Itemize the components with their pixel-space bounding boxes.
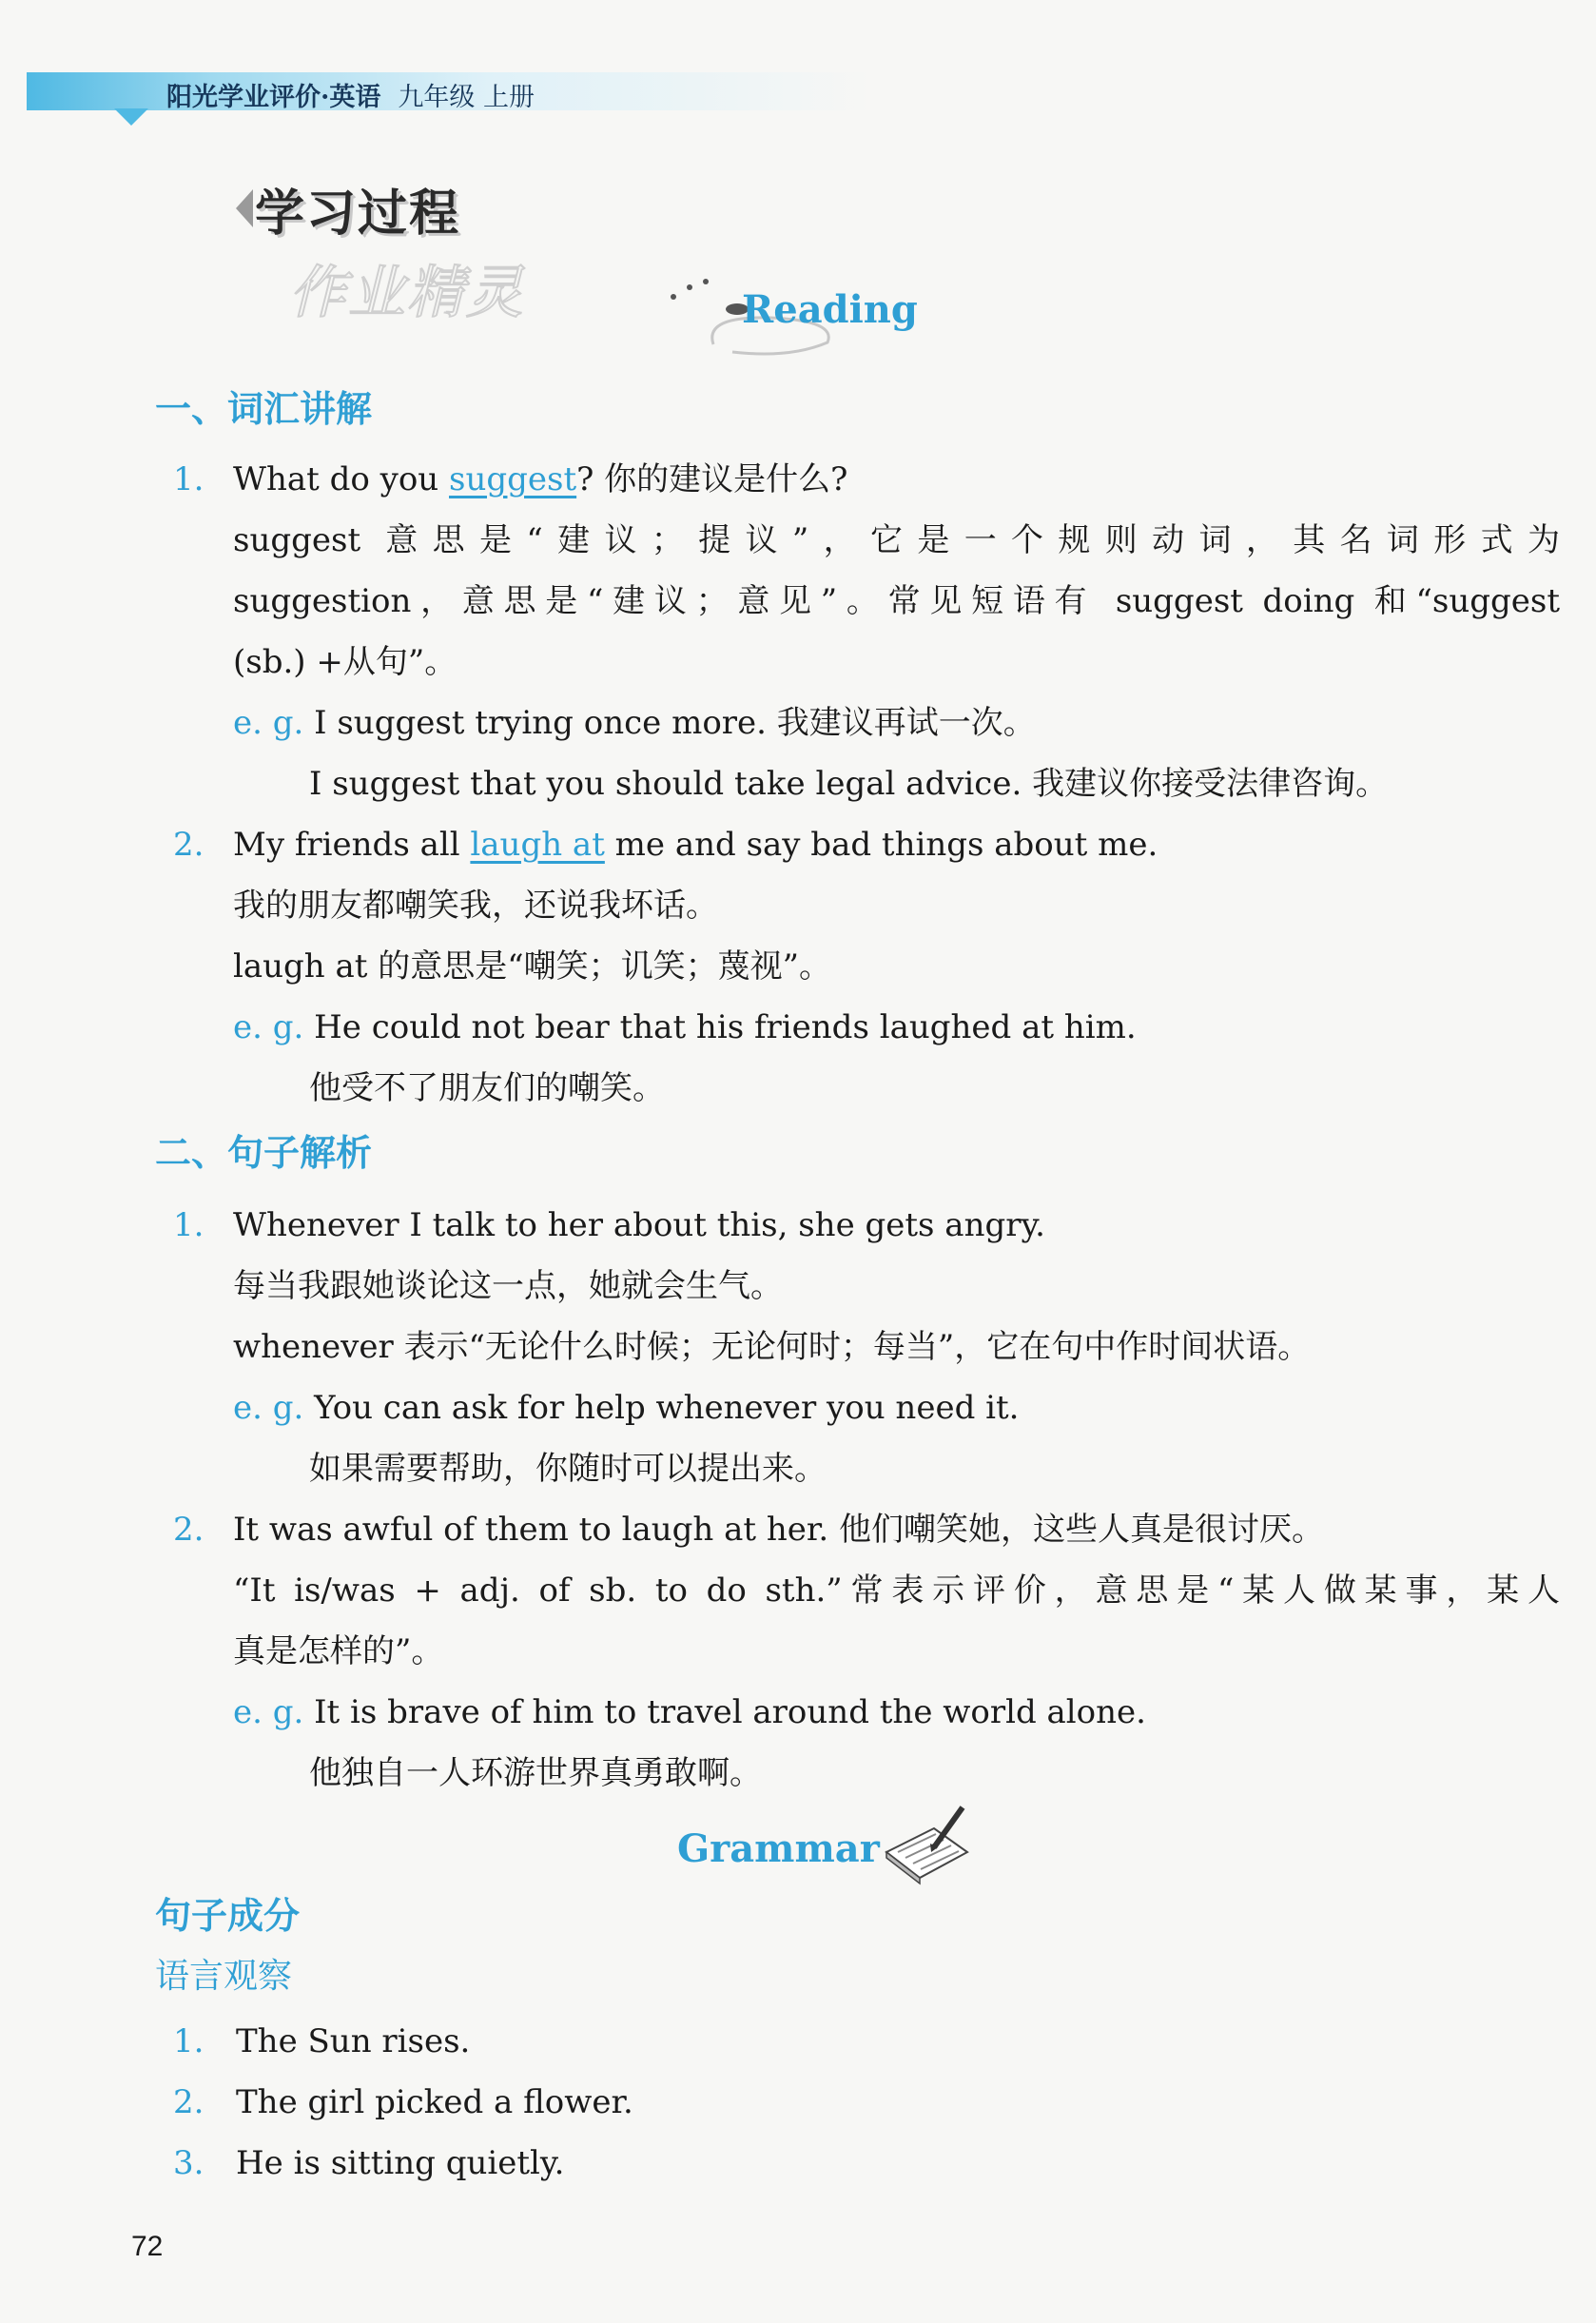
grammar-item-3-text: He is sitting quietly. [236, 2144, 565, 2182]
vocab-1-explanation-line1: suggest 意思是“建议；提议”，它是一个规则动词，其名词形式为 [233, 521, 1560, 559]
section-title-banner [236, 173, 460, 244]
notebook-pencil-icon [877, 1800, 972, 1885]
title-arrow-icon [236, 189, 253, 227]
grammar-item-2: 2. [173, 2083, 204, 2121]
header-ribbon-tip [114, 108, 148, 126]
sentence-2-example-2: 他独自一人环游世界真勇敢啊。 [309, 1754, 762, 1792]
book-grade: 九年级 上册 [398, 83, 535, 112]
vocab-1-explanation-line2: suggestion，意思是“建议；意见”。常见短语有 suggest doing 和“suggest [233, 582, 1560, 620]
eg-label: e. g. [233, 1008, 304, 1046]
vocab-1-explanation-line3: (sb.) +从句”。 [233, 643, 457, 681]
vocab-2-translation: 我的朋友都嘲笑我，还说我坏话。 [233, 887, 718, 925]
vocab-2-example-1: e. g. He could not bear that his friends laughed at him. [233, 1008, 1137, 1046]
running-header [166, 76, 535, 113]
reading-title: Reading [742, 287, 918, 332]
sentence-1-number: 1. [173, 1206, 204, 1244]
vocab-heading: 一、词汇讲解 [155, 387, 373, 430]
sentence-1-example-2: 如果需要帮助，你随时可以提出来。 [309, 1450, 827, 1488]
sentence-2-text: It was awful of them to laugh at her. 他们嘲笑她，这些人真是很讨厌。 [233, 1511, 1325, 1549]
grammar-item-2-text: The girl picked a flower. [236, 2083, 633, 2121]
grammar-subheading: 语言观察 [155, 1957, 293, 1996]
sentence-1-explanation: whenever 表示“无论什么时候；无论何时；每当”，它在句中作时间状语。 [233, 1328, 1311, 1366]
sentence-2-number: 2. [173, 1511, 204, 1549]
section-title: 学习过程 [255, 184, 461, 243]
grammar-item-3: 3. [173, 2144, 204, 2182]
sentence-2-explanation-line1: “It is/was + adj. of sb. to do sth.”常表示评价，意思是“某人做某事，某人 [233, 1571, 1560, 1610]
page-number: 72 [131, 2231, 164, 2262]
key-word: suggest [449, 460, 577, 498]
eg-label: e. g. [233, 1693, 304, 1731]
sentence-1-example-1: e. g. You can ask for help whenever you need it. [233, 1389, 1020, 1427]
vocab-1-number: 1. [173, 460, 204, 498]
book-series: 阳光学业评价·英语 [166, 83, 381, 112]
grammar-item-1: 1. [173, 2022, 204, 2060]
sentence-2-explanation-line2: 真是怎样的”。 [233, 1632, 444, 1670]
eg-label: e. g. [233, 1389, 304, 1427]
sentence-1-text: Whenever I talk to her about this, she gets angry. [233, 1206, 1045, 1244]
sentences-heading: 二、句子解析 [155, 1131, 373, 1174]
vocab-1-sentence: What do you suggest? 你的建议是什么? [233, 460, 848, 498]
vocab-1-example-1: e. g. I suggest trying once more. 我建议再试一次。 [233, 704, 1036, 742]
vocab-2-example-2: 他受不了朋友们的嘲笑。 [309, 1069, 665, 1107]
eg-label: e. g. [233, 704, 304, 742]
vocab-2-sentence: My friends all laugh at me and say bad things about me. [233, 826, 1158, 864]
vocab-1-example-2: I suggest that you should take legal advice. 我建议你接受法律咨询。 [309, 765, 1389, 803]
vocab-2-number: 2. [173, 826, 204, 864]
key-phrase: laugh at [470, 826, 605, 864]
reading-heading [647, 268, 932, 363]
grammar-title: Grammar [677, 1826, 880, 1871]
vocab-2-explanation: laugh at 的意思是“嘲笑；讥笑；蔑视”。 [233, 947, 832, 986]
sentence-1-translation: 每当我跟她谈论这一点，她就会生气。 [233, 1267, 783, 1305]
grammar-heading [677, 1826, 880, 1871]
grammar-item-1-text: The Sun rises. [236, 2022, 471, 2060]
sentence-2-example-1: e. g. It is brave of him to travel around the world alone. [233, 1693, 1146, 1731]
watermark: 作业精灵 [285, 260, 538, 326]
grammar-topic-heading: 句子成分 [155, 1894, 301, 1937]
